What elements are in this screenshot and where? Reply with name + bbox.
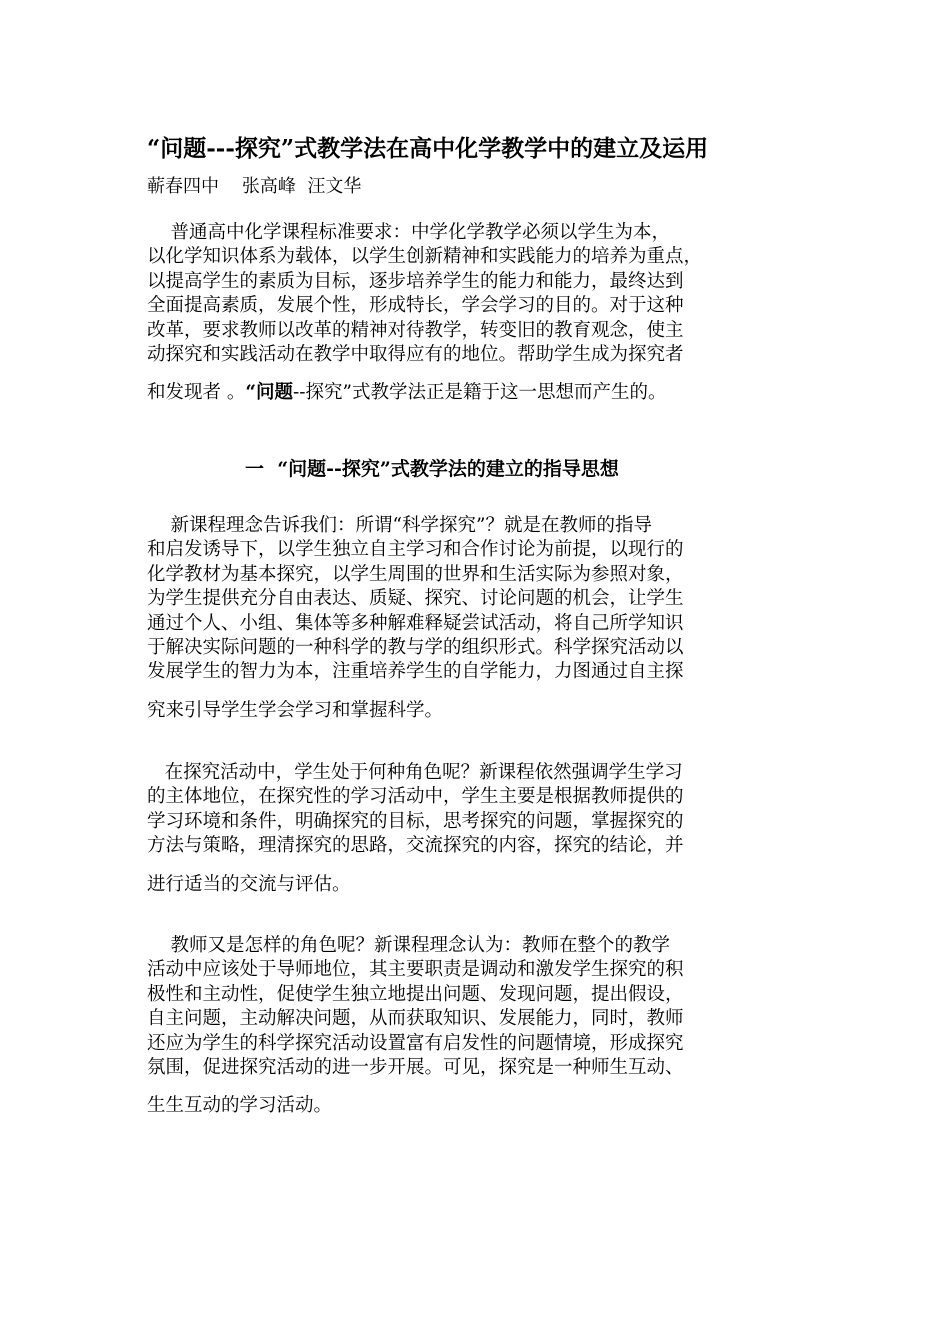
document-title: “问题---探究”式教学法在高中化学教学中的建立及运用 <box>147 135 709 162</box>
paragraph-line: 的主体地位，在探究性的学习活动中，学生主要是根据教师提供的 <box>147 786 684 808</box>
paragraph-line: 通过个人、小组、集体等多种解难释疑尝试活动，将自己所学知识 <box>147 612 684 634</box>
paragraph-line: 发展学生的智力为本，注重培养学生的自学能力，力图通过自主探 <box>147 661 684 683</box>
paragraph-last-line: 生生互动的学习活动。 <box>147 1095 333 1117</box>
paragraph-line: 于解决实际问题的一种科学的教与学的组织形式。科学探究活动以 <box>147 637 684 659</box>
paragraph-line: 还应为学生的科学探究活动设置富有启发性的问题情境，形成探究 <box>147 1032 684 1054</box>
paragraph-line: 学习环境和条件，明确探究的目标，思考探究的问题，掌握探究的 <box>147 810 684 832</box>
intro-paragraph <box>147 221 807 406</box>
paragraph-line: 氛围，促进探究活动的进一步开展。可见，探究是一种师生互动、 <box>147 1057 684 1079</box>
author-line: 蕲春四中 张高峰 汪文华 <box>147 176 362 197</box>
paragraph-student-role <box>147 761 807 897</box>
intro-last-prefix: 和发现者 。 <box>147 382 246 404</box>
paragraph-line: 改革，要求教师以改革的精神对待教学，转变旧的教育观念，使主 <box>147 319 684 341</box>
paragraph-line: 新课程理念告诉我们：所谓“科学探究”？就是在教师的指导 <box>147 515 652 536</box>
paragraph-teacher-role <box>147 934 807 1119</box>
paragraph-last-line: 究来引导学生学会学习和掌握科学。 <box>147 699 444 721</box>
paragraph-line: 在探究活动中，学生处于何种角色呢？新课程依然强调学生学习 <box>147 762 683 783</box>
paragraph-line: 全面提高素质，发展个性，形成特长，学会学习的目的。对于这种 <box>147 295 684 317</box>
paragraph-line: 教师又是怎样的角色呢？新课程理念认为：教师在整个的教学 <box>147 935 671 956</box>
intro-bold-term: “问题 <box>245 382 294 404</box>
section-heading: 一 “问题--探究”式教学法的建立的指导思想 <box>245 458 619 480</box>
paragraph-line: 活动中应该处于导师地位，其主要职责是调动和激发学生探究的积 <box>147 959 684 981</box>
intro-last-suffix: --探究”式教学法正是籍于这一思想而产生的。 <box>293 382 667 404</box>
paragraph-last-line: 进行适当的交流与评估。 <box>147 873 351 895</box>
paragraph-line: 极性和主动性，促使学生独立地提出问题、发现问题，提出假设， <box>147 983 684 1005</box>
paragraph-line: 化学教材为基本探究，以学生周围的世界和生活实际为参照对象， <box>147 563 684 585</box>
paragraph-line: 以提高学生的素质为目标，逐步培养学生的能力和能力，最终达到 <box>147 270 684 292</box>
paragraph-science-inquiry <box>147 514 807 723</box>
paragraph-line: 动探究和实践活动在教学中取得应有的地位。帮助学生成为探究者 <box>147 344 684 366</box>
paragraph-line: 为学生提供充分自由表达、质疑、探究、讨论问题的机会，让学生 <box>147 588 684 610</box>
paragraph-line: 方法与策略，理清探究的思路，交流探究的内容，探究的结论，并 <box>147 835 684 857</box>
paragraph-line: 普通高中化学课程标准要求：中学化学教学必须以学生为本， <box>147 222 671 243</box>
paragraph-last-line <box>147 381 807 405</box>
paragraph-line: 和启发诱导下，以学生独立自主学习和合作讨论为前提，以现行的 <box>147 539 684 561</box>
paragraph-line: 以化学知识体系为载体，以学生创新精神和实践能力的培养为重点， <box>147 246 703 268</box>
paragraph-line: 自主问题，主动解决问题，从而获取知识、发展能力，同时，教师 <box>147 1008 684 1030</box>
